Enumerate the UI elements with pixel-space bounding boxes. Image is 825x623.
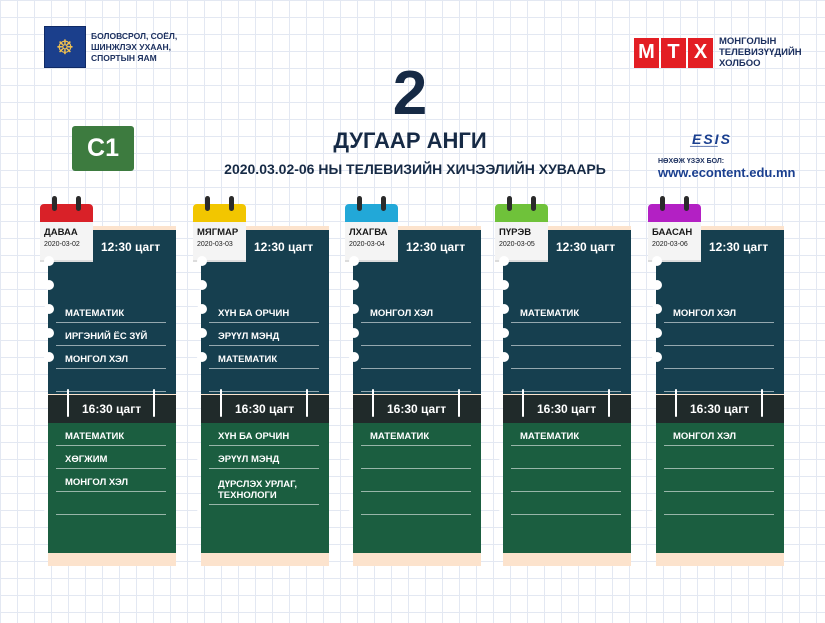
calendar-ring-icon xyxy=(684,196,689,211)
lesson-row xyxy=(56,446,166,469)
binder-clip-icon xyxy=(522,389,524,417)
day-date: 2020-03-04 xyxy=(349,241,385,248)
afternoon-panel xyxy=(353,423,481,553)
afternoon-time: 16:30 цагт xyxy=(537,402,597,416)
lesson-subject: МОНГОЛ ХЭЛ xyxy=(673,431,737,442)
binder-clip-icon xyxy=(153,389,155,417)
afternoon-lesson-list xyxy=(511,423,621,515)
binder-hole xyxy=(349,280,359,290)
day-column xyxy=(40,196,185,569)
afternoon-panel xyxy=(201,423,329,553)
afternoon-lesson-list xyxy=(209,423,319,505)
lesson-row xyxy=(511,492,621,515)
day-name: ЛХАГВА xyxy=(349,227,388,238)
mtx-name: МОНГОЛЫН ТЕЛЕВИЗҮҮДИЙН ХОЛБОО xyxy=(719,36,802,69)
lesson-subject: МОНГОЛ ХЭЛ xyxy=(673,308,737,319)
calendar-ring-icon xyxy=(205,196,210,211)
binder-hole xyxy=(499,352,509,362)
esis-logo: ESIS xyxy=(692,131,732,147)
afternoon-lesson-list xyxy=(361,423,471,515)
binder-hole xyxy=(349,256,359,266)
lesson-row xyxy=(56,492,166,515)
lesson-row xyxy=(56,369,166,392)
morning-time: 12:30 цагт xyxy=(709,240,769,254)
day-name: ПҮРЭВ xyxy=(499,227,532,238)
day-date: 2020-03-06 xyxy=(652,241,688,248)
afternoon-panel xyxy=(48,423,176,553)
binder-hole xyxy=(197,352,207,362)
lesson-row xyxy=(209,446,319,469)
lesson-row xyxy=(511,346,621,369)
afternoon-panel xyxy=(656,423,784,553)
lesson-row xyxy=(511,446,621,469)
binder-hole xyxy=(652,328,662,338)
lesson-row xyxy=(361,492,471,515)
binder-hole xyxy=(652,280,662,290)
binder-hole xyxy=(44,256,54,266)
day-column xyxy=(495,196,640,569)
lesson-subject: МАТЕМАТИК xyxy=(65,431,125,442)
morning-time: 12:30 цагт xyxy=(406,240,466,254)
mtx-letter-x: Х xyxy=(688,38,713,68)
binder-hole xyxy=(44,304,54,314)
lesson-subject: МОНГОЛ ХЭЛ xyxy=(65,477,129,488)
binder-hole xyxy=(652,352,662,362)
lesson-row xyxy=(511,323,621,346)
binder-hole xyxy=(499,280,509,290)
lesson-row xyxy=(361,300,471,323)
binder-hole xyxy=(197,304,207,314)
morning-time: 12:30 цагт xyxy=(556,240,616,254)
day-date: 2020-03-05 xyxy=(499,241,535,248)
lesson-subject: ХӨГЖИМ xyxy=(65,454,108,465)
schedule-title: 2020.03.02-06 НЫ ТЕЛЕВИЗИЙН ХИЧЭЭЛИЙН ХУВААРЬ xyxy=(224,161,606,177)
binder-hole xyxy=(44,328,54,338)
lesson-row xyxy=(511,469,621,492)
esis-block xyxy=(658,132,798,180)
binder-hole xyxy=(652,304,662,314)
binder-clip-icon xyxy=(67,389,69,417)
binder-hole xyxy=(349,328,359,338)
lesson-subject: ХҮН БА ОРЧИН xyxy=(218,308,290,319)
state-emblem-icon: ☸ xyxy=(44,26,86,68)
grade-title: ДУГААР АНГИ xyxy=(333,128,487,153)
morning-time: 12:30 цагт xyxy=(101,240,161,254)
lesson-row xyxy=(361,346,471,369)
lesson-row xyxy=(209,469,319,505)
lesson-row xyxy=(361,446,471,469)
ministry-name: БОЛОВСРОЛ, СОЁЛ, ШИНЖЛЭХ УХААН, СПОРТЫН ЯАМ xyxy=(91,30,178,63)
mtx-letter-t: Т xyxy=(661,38,686,68)
binder-hole xyxy=(197,328,207,338)
lesson-row xyxy=(209,346,319,369)
lesson-row xyxy=(664,469,774,492)
binder-hole xyxy=(44,352,54,362)
lesson-row xyxy=(56,323,166,346)
binder-clip-icon xyxy=(675,389,677,417)
esis-subtitle-graphic: ▔▔▔▔▔▔▔▔ xyxy=(690,146,718,151)
day-name: БААСАН xyxy=(652,227,693,238)
binder-clip-icon xyxy=(220,389,222,417)
binder-hole xyxy=(349,304,359,314)
day-column xyxy=(193,196,338,569)
binder-clip-icon xyxy=(458,389,460,417)
binder-hole xyxy=(197,256,207,266)
calendar-ring-icon xyxy=(357,196,362,211)
lesson-subject: ХҮН БА ОРЧИН xyxy=(218,431,290,442)
lesson-subject: ЭРҮҮЛ МЭНД xyxy=(218,331,280,342)
lesson-row xyxy=(56,423,166,446)
lesson-row xyxy=(664,492,774,515)
calendar-ring-icon xyxy=(507,196,512,211)
afternoon-panel xyxy=(503,423,631,553)
lesson-subject: МАТЕМАТИК xyxy=(520,308,580,319)
binder-clip-icon xyxy=(372,389,374,417)
binder-hole xyxy=(499,304,509,314)
lesson-subject: МОНГОЛ ХЭЛ xyxy=(65,354,129,365)
lesson-row xyxy=(361,323,471,346)
lesson-row xyxy=(209,423,319,446)
binder-hole xyxy=(499,328,509,338)
lesson-row xyxy=(361,423,471,446)
calendar-ring-icon xyxy=(660,196,665,211)
lesson-subject: МАТЕМАТИК xyxy=(218,354,278,365)
lesson-row xyxy=(361,369,471,392)
day-color-tab xyxy=(193,204,246,222)
lesson-subject: ИРГЭНИЙ ЁС ЗҮЙ xyxy=(65,331,148,342)
day-name: ДАВАА xyxy=(44,227,78,238)
mtx-letter-m: М xyxy=(634,38,659,68)
day-column xyxy=(345,196,490,569)
day-column xyxy=(648,196,793,569)
binder-hole xyxy=(499,256,509,266)
lesson-row xyxy=(664,300,774,323)
day-color-tab xyxy=(40,204,93,222)
binder-clip-icon xyxy=(608,389,610,417)
calendar-ring-icon xyxy=(52,196,57,211)
lesson-row xyxy=(664,423,774,446)
afternoon-time: 16:30 цагт xyxy=(82,402,142,416)
calendar-ring-icon xyxy=(381,196,386,211)
binder-hole xyxy=(652,256,662,266)
lesson-row xyxy=(511,300,621,323)
lesson-row xyxy=(664,346,774,369)
lesson-subject: МОНГОЛ ХЭЛ xyxy=(370,308,434,319)
lesson-row xyxy=(664,446,774,469)
lesson-subject: МАТЕМАТИК xyxy=(370,431,430,442)
afternoon-time: 16:30 цагт xyxy=(387,402,447,416)
binder-hole xyxy=(44,280,54,290)
afternoon-lesson-list xyxy=(56,423,166,515)
lesson-subject: ДҮРСЛЭХ УРЛАГ, ТЕХНОЛОГИ xyxy=(218,479,298,501)
channel-badge: С1 xyxy=(72,126,134,171)
lesson-row xyxy=(209,369,319,392)
lesson-row xyxy=(209,300,319,323)
day-name: МЯГМАР xyxy=(197,227,239,238)
esis-url-link[interactable]: www.econtent.edu.mn xyxy=(658,165,796,180)
binder-hole xyxy=(349,352,359,362)
esis-label: НӨХӨЖ ҮЗЭХ БОЛ: xyxy=(658,158,725,165)
lesson-subject: МАТЕМАТИК xyxy=(520,431,580,442)
day-color-tab xyxy=(648,204,701,222)
lesson-row xyxy=(56,300,166,323)
afternoon-time: 16:30 цагт xyxy=(235,402,295,416)
binder-hole xyxy=(197,280,207,290)
lesson-row xyxy=(56,346,166,369)
calendar-ring-icon xyxy=(229,196,234,211)
calendar-ring-icon xyxy=(76,196,81,211)
mtx-logo-block xyxy=(634,36,825,69)
day-color-tab xyxy=(495,204,548,222)
lesson-subject: ЭРҮҮЛ МЭНД xyxy=(218,454,280,465)
lesson-row xyxy=(664,369,774,392)
binder-clip-icon xyxy=(761,389,763,417)
lesson-row xyxy=(361,469,471,492)
afternoon-time: 16:30 цагт xyxy=(690,402,750,416)
grade-number: 2 xyxy=(392,59,428,128)
ministry-logo xyxy=(44,26,206,68)
mtx-logo xyxy=(634,38,715,68)
calendar-ring-icon xyxy=(531,196,536,211)
day-color-tab xyxy=(345,204,398,222)
day-date: 2020-03-02 xyxy=(44,241,80,248)
lesson-row xyxy=(209,323,319,346)
afternoon-lesson-list xyxy=(664,423,774,515)
lesson-row xyxy=(511,369,621,392)
lesson-subject: МАТЕМАТИК xyxy=(65,308,125,319)
lesson-row xyxy=(56,469,166,492)
lesson-row xyxy=(511,423,621,446)
lesson-row xyxy=(664,323,774,346)
day-date: 2020-03-03 xyxy=(197,241,233,248)
morning-time: 12:30 цагт xyxy=(254,240,314,254)
binder-clip-icon xyxy=(306,389,308,417)
